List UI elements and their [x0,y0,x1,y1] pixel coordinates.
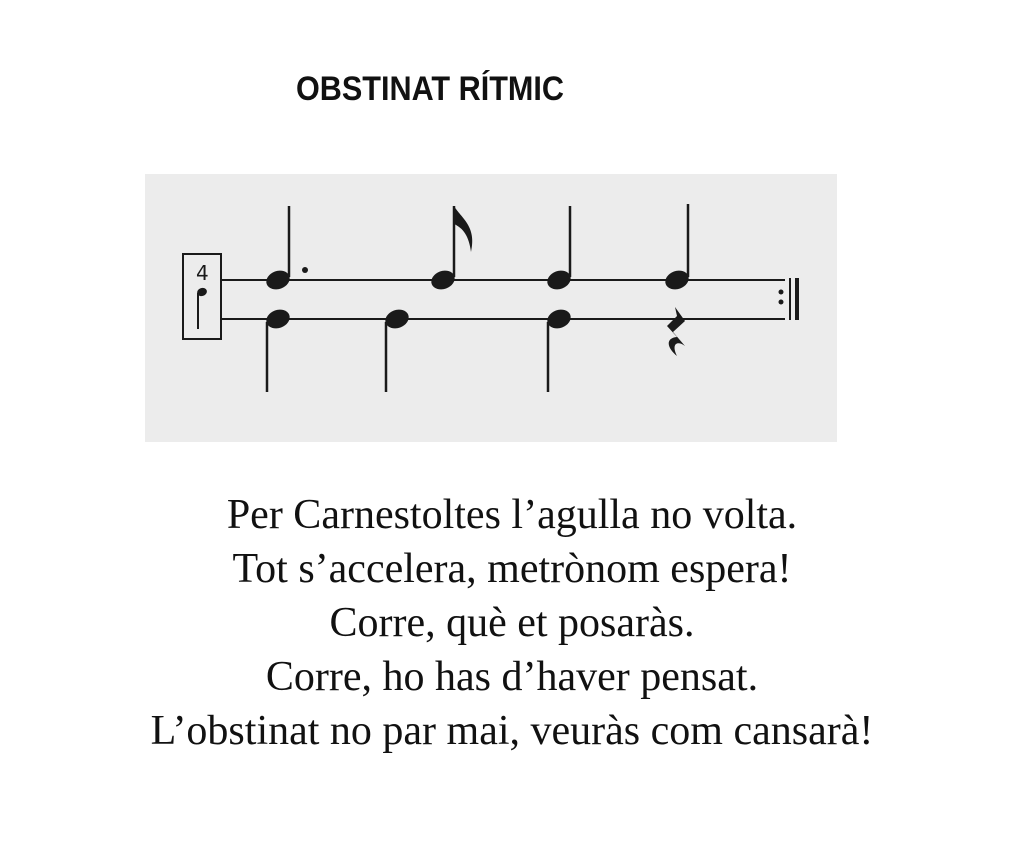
lyrics-line: Corre, ho has d’haver pensat. [265,654,759,700]
upper-note-quarter-1 [545,206,574,293]
lower-quarter-rest [667,307,685,356]
lyrics-line: L’obstinat no par mai, veuràs com cansarà! [150,708,874,754]
lyrics-line: Tot s’accelera, metrònom espera! [232,546,792,592]
time-signature-number: 4 [196,261,209,285]
lower-note-quarter-2 [383,306,412,392]
time-signature-note [196,287,208,329]
lyrics-line: Corre, què et posaràs. [329,600,695,646]
lyrics-line: Per Carnestoltes l’agulla no volta. [226,492,798,538]
page-title: OBSTINAT RÍTMIC [296,70,565,108]
lower-note-quarter-3 [545,306,574,392]
repeat-sign [779,278,798,320]
rhythm-score [145,174,837,442]
lyrics-block [0,488,1024,758]
upper-note-quarter-2 [663,204,692,293]
lower-note-quarter-1 [264,306,293,392]
rhythm-score-svg [145,174,837,442]
